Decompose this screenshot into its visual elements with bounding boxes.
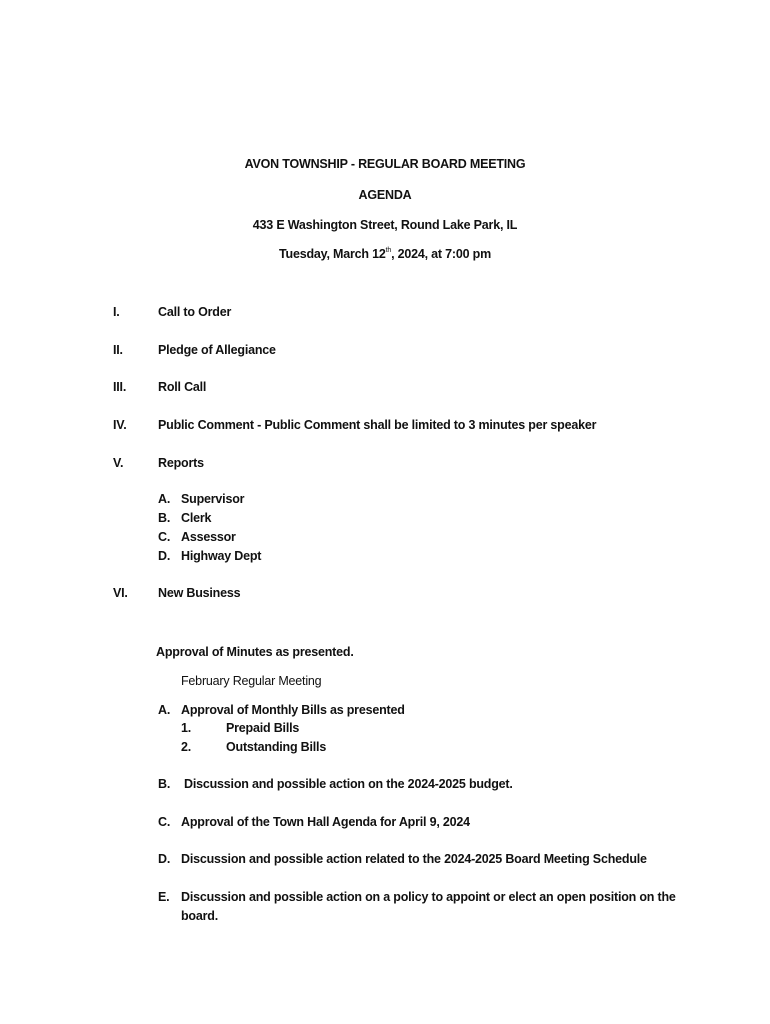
report-letter: A. <box>158 492 171 506</box>
report-supervisor: Supervisor <box>181 492 245 506</box>
item-number: III. <box>113 380 127 394</box>
nb-letter: A. <box>158 703 171 717</box>
bill-number: 1. <box>181 721 192 735</box>
item-pledge: Pledge of Allegiance <box>158 343 276 357</box>
item-new-business: New Business <box>158 586 241 600</box>
report-letter: B. <box>158 511 171 525</box>
item-public-comment: Public Comment - Public Comment shall be limited to 3 minutes per speaker <box>158 418 597 432</box>
meeting-date <box>0 247 770 261</box>
date-superscript: th <box>385 247 392 254</box>
bill-prepaid: Prepaid Bills <box>226 721 300 735</box>
item-number: V. <box>113 456 124 470</box>
minutes-february-meeting: February Regular Meeting <box>181 674 322 688</box>
item-call-to-order: Call to Order <box>158 305 232 319</box>
agenda-heading: AGENDA <box>358 188 412 202</box>
nb-monthly-bills: Approval of Monthly Bills as presented <box>181 703 405 717</box>
report-letter: D. <box>158 549 171 563</box>
report-highway-dept: Highway Dept <box>181 549 262 563</box>
item-number: IV. <box>113 418 127 432</box>
bill-number: 2. <box>181 740 192 754</box>
approval-of-minutes: Approval of Minutes as presented. <box>156 645 354 659</box>
nb-meeting-schedule: Discussion and possible action related to the 2024-2025 Board Meeting Schedule <box>181 852 647 866</box>
report-assessor: Assessor <box>181 530 236 544</box>
date-prefix: Tuesday, March 12 <box>279 247 386 261</box>
nb-letter: D. <box>158 852 171 866</box>
nb-letter: C. <box>158 815 171 829</box>
meeting-title: AVON TOWNSHIP - REGULAR BOARD MEETING <box>244 157 526 171</box>
nb-town-hall-agenda: Approval of the Town Hall Agenda for April 9, 2024 <box>181 815 470 829</box>
bill-outstanding: Outstanding Bills <box>226 740 327 754</box>
item-reports: Reports <box>158 456 204 470</box>
item-number: I. <box>113 305 120 319</box>
nb-letter: E. <box>158 890 170 904</box>
meeting-address: 433 E Washington Street, Round Lake Park, IL <box>252 218 518 232</box>
nb-policy-line2: board. <box>181 909 218 923</box>
date-suffix: , 2024, at 7:00 pm <box>391 247 491 261</box>
nb-budget: Discussion and possible action on the 2024-2025 budget. <box>184 777 513 791</box>
item-roll-call: Roll Call <box>158 380 207 394</box>
report-letter: C. <box>158 530 171 544</box>
item-number: II. <box>113 343 123 357</box>
nb-letter: B. <box>158 777 171 791</box>
item-number: VI. <box>113 586 128 600</box>
report-clerk: Clerk <box>181 511 212 525</box>
nb-policy-line1: Discussion and possible action on a policy to appoint or elect an open position on the <box>181 890 676 904</box>
